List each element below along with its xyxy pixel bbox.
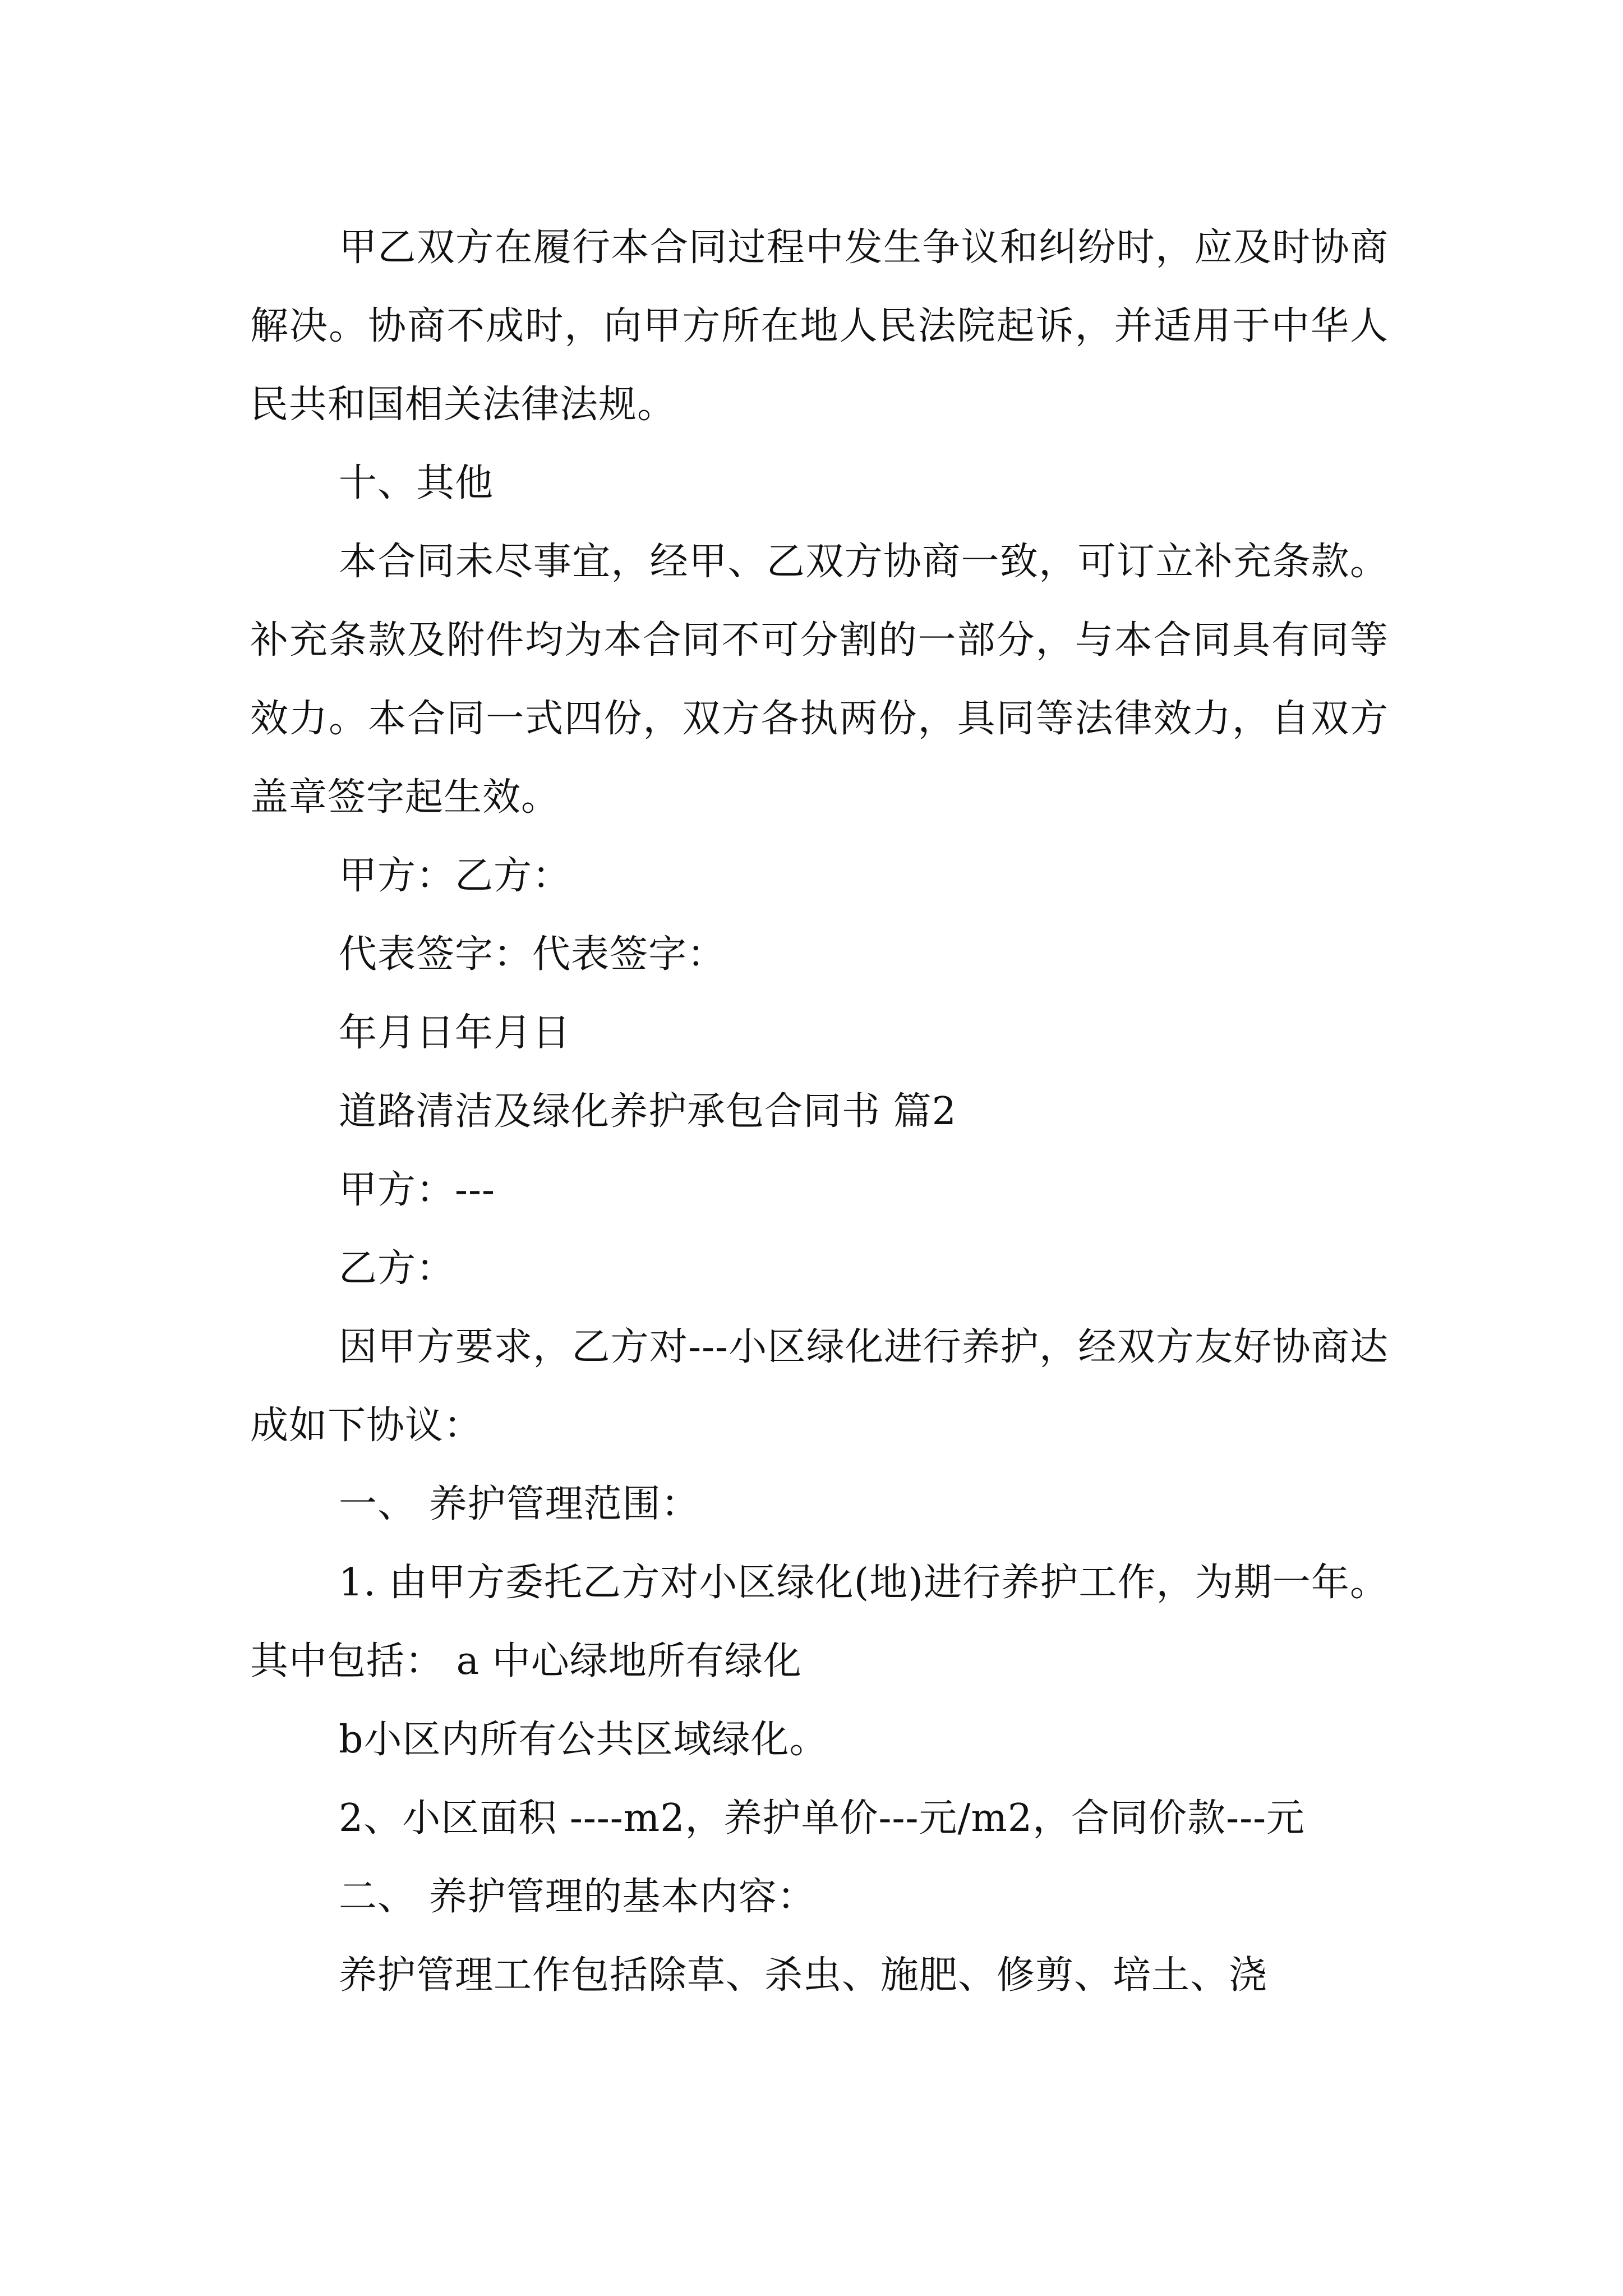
paragraph-scope-item-2: 2、小区面积 ----m2，养护单价---元/m2，合同价款---元 bbox=[339, 1796, 1306, 1841]
party-a-line: 甲方：--- bbox=[339, 1168, 495, 1212]
contract-title: 道路清洁及绿化养护承包合同书 篇2 bbox=[339, 1089, 957, 1134]
signature-parties-line: 甲方：乙方： bbox=[339, 854, 571, 898]
paragraph-dispute-resolution: 甲乙双方在履行本合同过程中发生争议和纠纷时，应及时协商解决。协商不成时，向甲方所在地人民法院起诉，并适用于中华人民共和国相关法律法规。 bbox=[250, 226, 1389, 427]
paragraph-agreement-intro: 因甲方要求，乙方对---小区绿化进行养护，经双方友好协商达成如下协议： bbox=[250, 1325, 1389, 1448]
section-heading-other: 十、其他 bbox=[339, 461, 494, 505]
signature-representative-line: 代表签字：代表签字： bbox=[339, 932, 726, 977]
section-heading-scope: 一、 养护管理范围： bbox=[339, 1482, 700, 1526]
paragraph-scope-item-1: 1. 由甲方委托乙方对小区绿化(地)进行养护工作，为期一年。其中包括： a 中心绿地所有绿化 bbox=[250, 1561, 1389, 1683]
document-body bbox=[250, 209, 1389, 2015]
party-b-line: 乙方： bbox=[339, 1246, 455, 1291]
paragraph-scope-item-b: b小区内所有公共区域绿化。 bbox=[339, 1718, 828, 1762]
section-heading-basic-content: 二、 养护管理的基本内容： bbox=[339, 1875, 816, 1919]
paragraph-maintenance-work: 养护管理工作包括除草、杀虫、施肥、修剪、培土、浇 bbox=[339, 1953, 1268, 1998]
signature-date-line: 年月日年月日 bbox=[339, 1011, 571, 1055]
paragraph-supplementary-terms: 本合同未尽事宜，经甲、乙双方协商一致，可订立补充条款。补充条款及附件均为本合同不可分割的一部分，与本合同具有同等效力。本合同一式四份，双方各执两份，具同等法律效力，自双方盖章签字起生效。 bbox=[250, 540, 1389, 820]
